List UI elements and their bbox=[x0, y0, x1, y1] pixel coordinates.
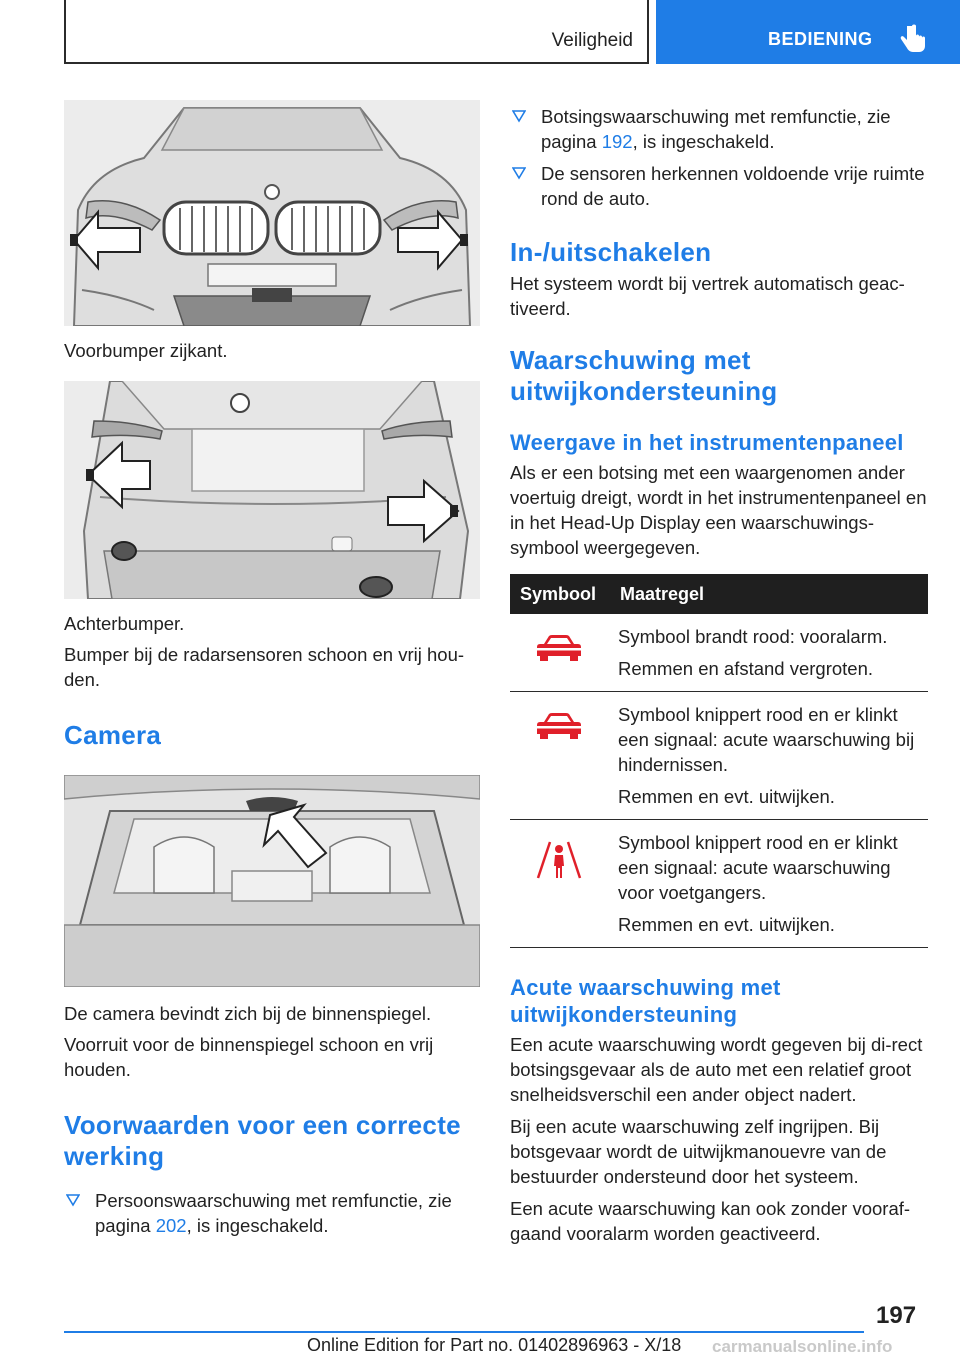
table-row: Symbool knippert rood en er klinkt een signaal: acute waarschuwing bij hindernissen. Remmen en evt. uitwijken. bbox=[510, 692, 928, 820]
pedestrian-warning-icon bbox=[534, 838, 584, 882]
car-warning-icon bbox=[534, 632, 584, 662]
warning-heading: Waarschuwing met uitwijkondersteuning bbox=[510, 345, 778, 406]
display-text: Als er een botsing met een waargenomen ander voertuig dreigt, wordt in het instrumentenpaneel en in het Head-Up Display een waarschuwings-symbool weergegeven. bbox=[510, 462, 927, 558]
triangle-bullet-icon bbox=[66, 1193, 80, 1207]
triangle-bullet-icon bbox=[512, 109, 526, 123]
page-link-202[interactable]: 202 bbox=[155, 1215, 187, 1236]
header-section-box bbox=[64, 0, 649, 64]
acute-text-3: Een acute waarschuwing kan ook zonder vooraf-gaand vooralarm worden geactiveerd. bbox=[510, 1198, 911, 1244]
rear-bumper-text: Bumper bij de radarsensoren schoon en vrij hou-den. bbox=[64, 644, 465, 690]
table-row: Symbool brandt rood: vooralarm. Remmen en afstand vergroten. bbox=[510, 614, 928, 692]
watermark: carmanualsonline.info bbox=[712, 1337, 893, 1356]
acute-text-2: Bij een acute waarschuwing zelf ingrijpen. Bij botsgevaar wordt de uitwijkmanouevre van de bestuurder ondersteund door het systeem. bbox=[510, 1116, 887, 1187]
onoff-heading: In-/uitschakelen bbox=[510, 237, 712, 267]
triangle-bullet-icon bbox=[512, 166, 526, 180]
footer-divider bbox=[64, 1331, 864, 1333]
list-item: De sensoren herkennen voldoende vrije ruimte rond de auto. bbox=[510, 161, 928, 211]
rear-bumper-caption: Achterbumper. bbox=[64, 613, 185, 634]
rear-bumper-illustration bbox=[64, 381, 480, 599]
acute-text-1: Een acute waarschuwing wordt gegeven bij di-rect botsingsgevaar als de auto met een relatief groot snelheidsverschil een ander object nadert. bbox=[510, 1034, 923, 1105]
symbol-table bbox=[510, 574, 928, 948]
right-column bbox=[510, 104, 928, 1246]
hand-pointer-icon bbox=[900, 24, 928, 54]
requirements-list-right bbox=[510, 104, 928, 211]
list-item: Persoonswaarschuwing met remfunctie, zie pagina 202, is ingeschakeld. bbox=[64, 1188, 480, 1238]
header-chapter-tab[interactable] bbox=[656, 0, 960, 64]
car-warning-icon bbox=[534, 710, 584, 740]
list-item: Botsingswaarschuwing met remfunctie, zie pagina 192, is ingeschakeld. bbox=[510, 104, 928, 154]
header-section-title: Veiligheid bbox=[551, 30, 633, 51]
requirements-list-left bbox=[64, 1188, 480, 1238]
left-column bbox=[64, 100, 480, 1238]
requirements-heading: Voorwaarden voor een correcte werking bbox=[64, 1110, 461, 1171]
camera-clean-text: Voorruit voor de binnenspiegel schoon en vrij houden. bbox=[64, 1034, 434, 1080]
acute-heading: Acute waarschuwing met uitwijkondersteuning bbox=[510, 975, 781, 1027]
onoff-text: Het systeem wordt bij vertrek automatisch geac-tiveerd. bbox=[510, 273, 905, 319]
page-link-192[interactable]: 192 bbox=[601, 131, 633, 152]
front-bumper-caption: Voorbumper zijkant. bbox=[64, 340, 228, 361]
camera-illustration bbox=[64, 775, 480, 987]
front-bumper-illustration bbox=[64, 100, 480, 326]
page-number: 197 bbox=[876, 1302, 917, 1329]
camera-heading: Camera bbox=[64, 720, 162, 750]
table-header-action: Maatregel bbox=[608, 574, 928, 614]
table-row: Symbool knippert rood en er klinkt een signaal: acute waarschuwing voor voetgangers. Remmen en evt. uitwijken. bbox=[510, 820, 928, 948]
footer-edition: Online Edition for Part no. 01402896963 - X/18 bbox=[307, 1335, 682, 1355]
display-heading: Weergave in het instrumentenpaneel bbox=[510, 430, 904, 455]
table-header-symbol: Symbool bbox=[510, 574, 608, 614]
header-chapter-title: BEDIENING bbox=[768, 29, 873, 49]
camera-location-text: De camera bevindt zich bij de binnenspiegel. bbox=[64, 1003, 432, 1024]
